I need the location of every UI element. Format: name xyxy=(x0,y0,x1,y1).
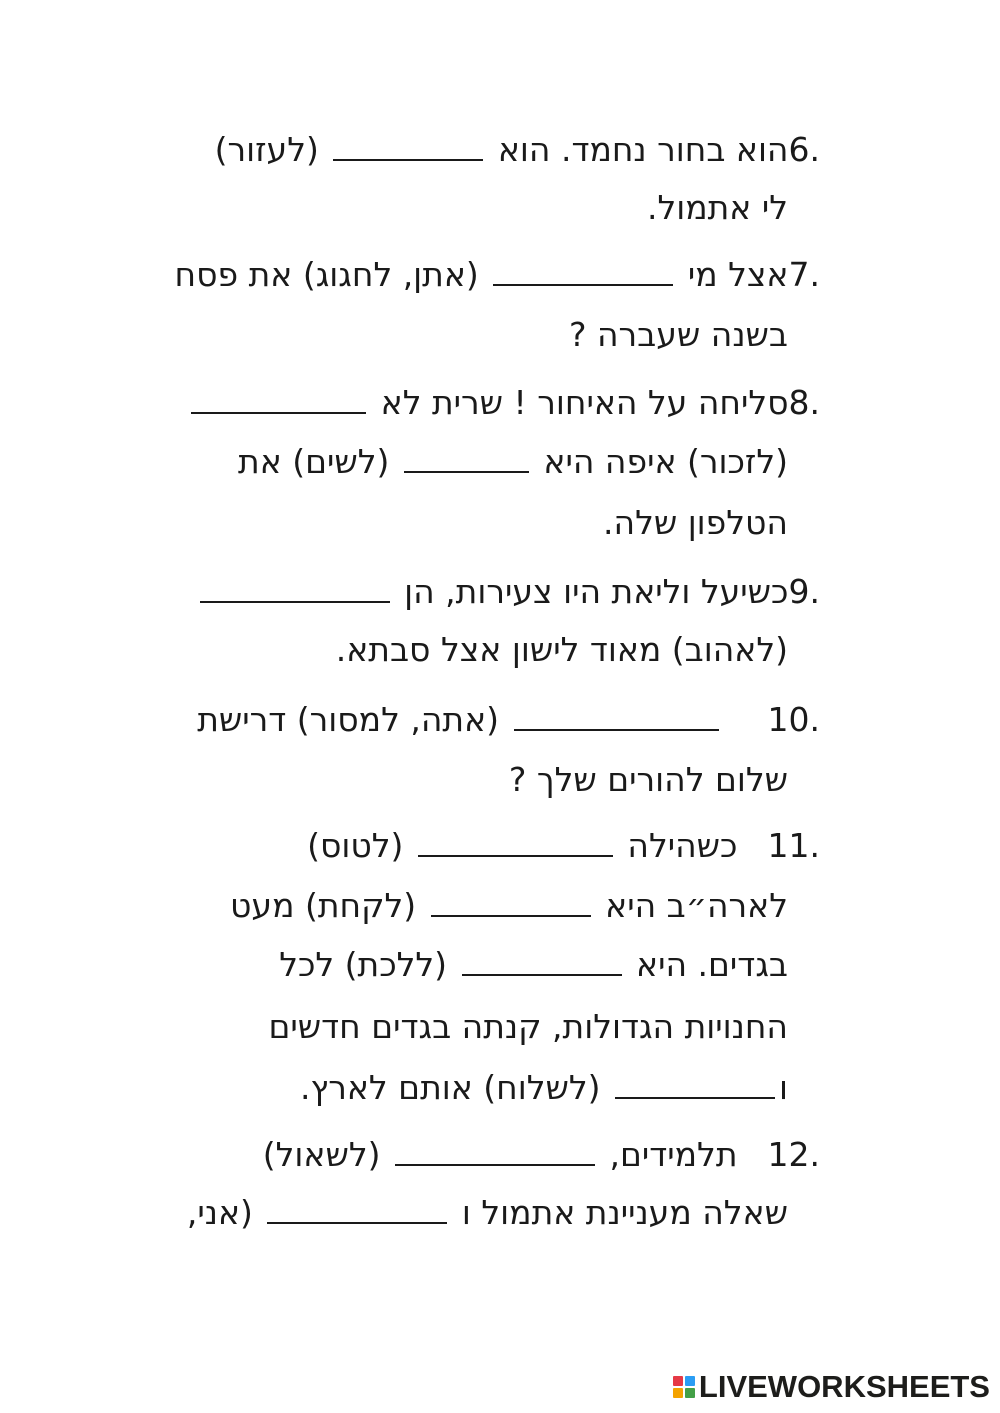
logo-text: LIVEWORKSHEETS xyxy=(698,1369,990,1404)
item-11-line-2: לארה״ב היא (לקחת) מעט xyxy=(230,886,788,925)
item-8-line-2: (לזכור) איפה היא (לשים) את xyxy=(238,442,788,481)
answer-blank[interactable] xyxy=(514,703,719,731)
item-9-line-1: 9.כשיעל וליאת היו צעירות, הן xyxy=(196,572,820,612)
item-8-line-1: 8.סליחה על האיחור ! שרית לא xyxy=(187,383,820,423)
answer-blank[interactable] xyxy=(462,948,622,976)
item-7-line-1: 7.אצל מי (אתן, לחגוג) את פסח xyxy=(174,255,820,294)
item-12-line-2: שאלה מעניינת אתמול ו (אני, xyxy=(186,1193,788,1232)
item-6-line-1: 6.הוא בחור נחמד. הוא (לעזור) xyxy=(214,130,820,169)
item-11-line-4: החנויות הגדולות, קנתה בגדים חדשים xyxy=(268,1007,788,1046)
answer-blank[interactable] xyxy=(333,133,483,161)
answer-blank[interactable] xyxy=(191,386,366,414)
item-11-line-1: 11.כשהילה (לטוס) xyxy=(307,826,820,865)
item-12-line-1: 12.תלמידים, (לשאול) xyxy=(262,1135,820,1174)
item-11-line-5: ו (לשלוח) אותם לארץ. xyxy=(299,1068,788,1107)
answer-blank[interactable] xyxy=(493,258,673,286)
item-11-line-3: בגדים. היא (ללכת) לכל xyxy=(279,945,788,984)
item-10-line-2: שלום להורים שלך ? xyxy=(508,760,788,799)
item-7-line-2: בשנה שעברה ? xyxy=(568,315,788,354)
answer-blank[interactable] xyxy=(267,1196,447,1224)
logo-tiles-icon xyxy=(673,1376,695,1398)
answer-blank[interactable] xyxy=(395,1138,595,1166)
answer-blank[interactable] xyxy=(418,829,613,857)
item-10-line-1: 10. (אתה, למסור) דרישת xyxy=(197,700,820,739)
item-8-line-3: הטלפון שלה. xyxy=(603,503,788,542)
answer-blank[interactable] xyxy=(404,445,529,473)
answer-blank[interactable] xyxy=(431,889,591,917)
liveworksheets-logo xyxy=(673,1369,990,1405)
item-9-line-2: (לאהוב) מאוד לישון אצל סבתא. xyxy=(335,630,788,669)
answer-blank[interactable] xyxy=(200,575,390,603)
item-6-line-2: לי אתמול. xyxy=(646,188,788,227)
answer-blank[interactable] xyxy=(615,1071,775,1099)
